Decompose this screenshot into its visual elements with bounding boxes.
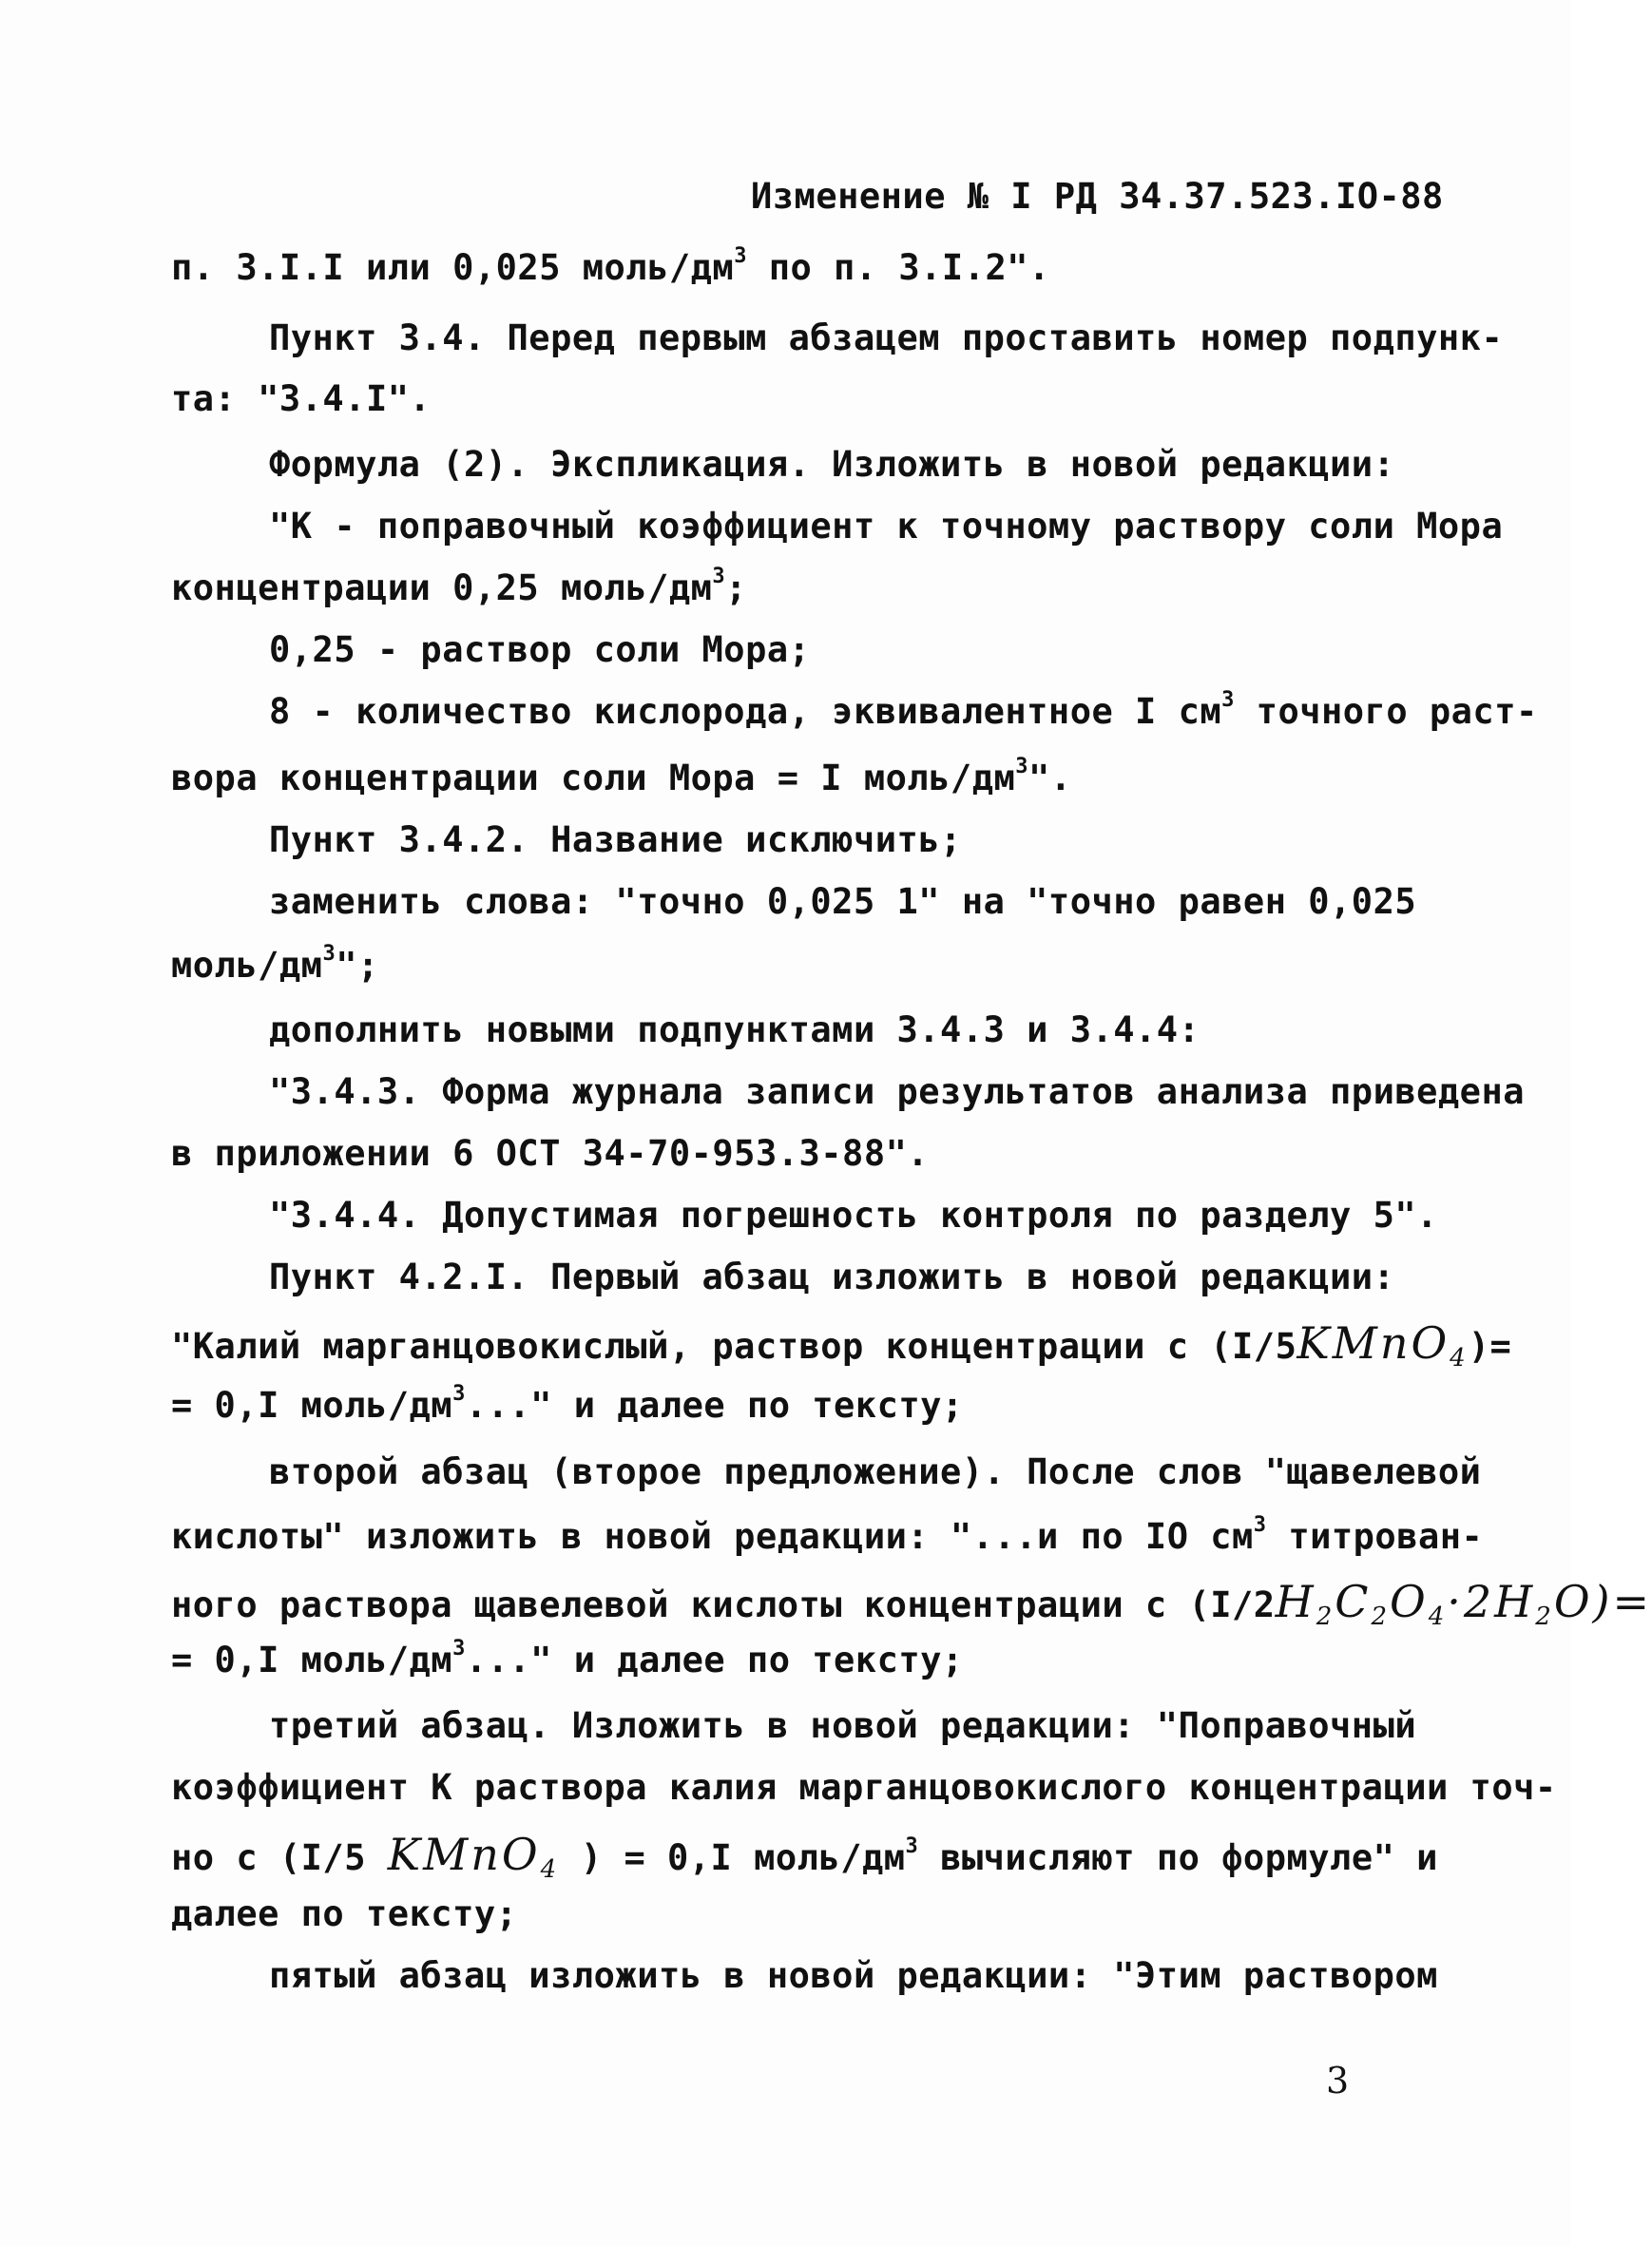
text-line-2: Пункт 3.4. Перед первым абзацем проставить номер подпунк-	[269, 317, 1504, 358]
text-line-14: "3.4.3. Форма журнала записи результатов анализа приведена	[269, 1071, 1526, 1112]
text-line-15: в приложении 6 ОСТ 34-70-953.3-88".	[171, 1133, 930, 1174]
text-line-5: "К - поправочный коэффициент к точному раствору соли Мора	[269, 506, 1504, 547]
text-line-11: заменить слова: "точно 0,025 1" на "точно равен 0,025	[269, 881, 1417, 922]
text-line-3: та: "3.4.I".	[171, 378, 432, 419]
text-line-24: третий абзац. Изложить в новой редакции: "Поправочный	[269, 1705, 1417, 1746]
text-line-27: далее по тексту;	[171, 1893, 518, 1934]
page-number: 3	[1326, 2060, 1350, 2102]
text-line-23: = 0,I моль/$дм^3$..." и далее по тексту;	[171, 1637, 964, 1680]
text-line-4: Формула (2). Экспликация. Изложить в новой редакции:	[269, 444, 1395, 485]
handwritten-formula-oxalic-acid: $H_2C_2O_4\cdot 2H_2O)=$	[1275, 1576, 1652, 1631]
text-line-16: "3.4.4. Допустимая погрешность контроля по разделу 5".	[269, 1195, 1438, 1236]
text-line-6: концентрации 0,25 моль/$дм^3$;	[171, 565, 747, 608]
text-line-10: Пункт 3.4.2. Название исключить;	[269, 819, 962, 860]
text-line-28: пятый абзац изложить в новой редакции: "Этим раствором	[269, 1955, 1438, 1996]
text-line-13: дополнить новыми подпунктами 3.4.3 и 3.4.4:	[269, 1009, 1201, 1050]
handwritten-formula-kmno4: KMnO$_4$	[1297, 1317, 1469, 1373]
page-header: Изменение № I РД 34.37.523.IO-88	[751, 176, 1444, 217]
text-line-22: ного раствора щавелевой кислоты концентрации с $(I/2H_2C_2O_4\cdot 2H_2O)=$	[171, 1576, 1652, 1631]
text-line-21: кислоты" изложить в новой редакции: "...и по IO $см^3$ титрован-	[171, 1513, 1484, 1557]
handwritten-formula-kmno4-2: KMnO$_4$	[387, 1829, 560, 1884]
text-line-8: 8 - количество кислорода, эквивалентное I $см^3$ точного раст-	[269, 688, 1538, 732]
text-line-18: "Калий марганцовокислый, раствор концентрации с (I/5KMnO$_4$)=	[171, 1317, 1512, 1373]
text-line-19: = 0,I моль/$дм^3$..." и далее по тексту;	[171, 1382, 964, 1426]
text-line-17: Пункт 4.2.I. Первый абзац изложить в новой редакции:	[269, 1257, 1395, 1297]
text-line-25: коэффициент К раствора калия марганцовокислого концентрации точ-	[171, 1767, 1557, 1808]
text-line-7: 0,25 - раствор соли Мора;	[269, 629, 811, 670]
text-line-9: вора концентрации соли Мора = I моль/$дм^3$".	[171, 755, 1072, 798]
text-line-12: моль/$дм^3$";	[171, 942, 379, 986]
text-line-26: но с (I/5 KMnO$_4$ ) = 0,I моль/$дм^3$ вычисляют по формуле" и	[171, 1829, 1438, 1884]
text-line-1: п. 3.I.I или 0,025 моль/$дм^3$ по п. 3.I.2".	[171, 244, 1050, 288]
text-line-20: второй абзац (второе предложение). После слов "щавелевой	[269, 1451, 1482, 1492]
